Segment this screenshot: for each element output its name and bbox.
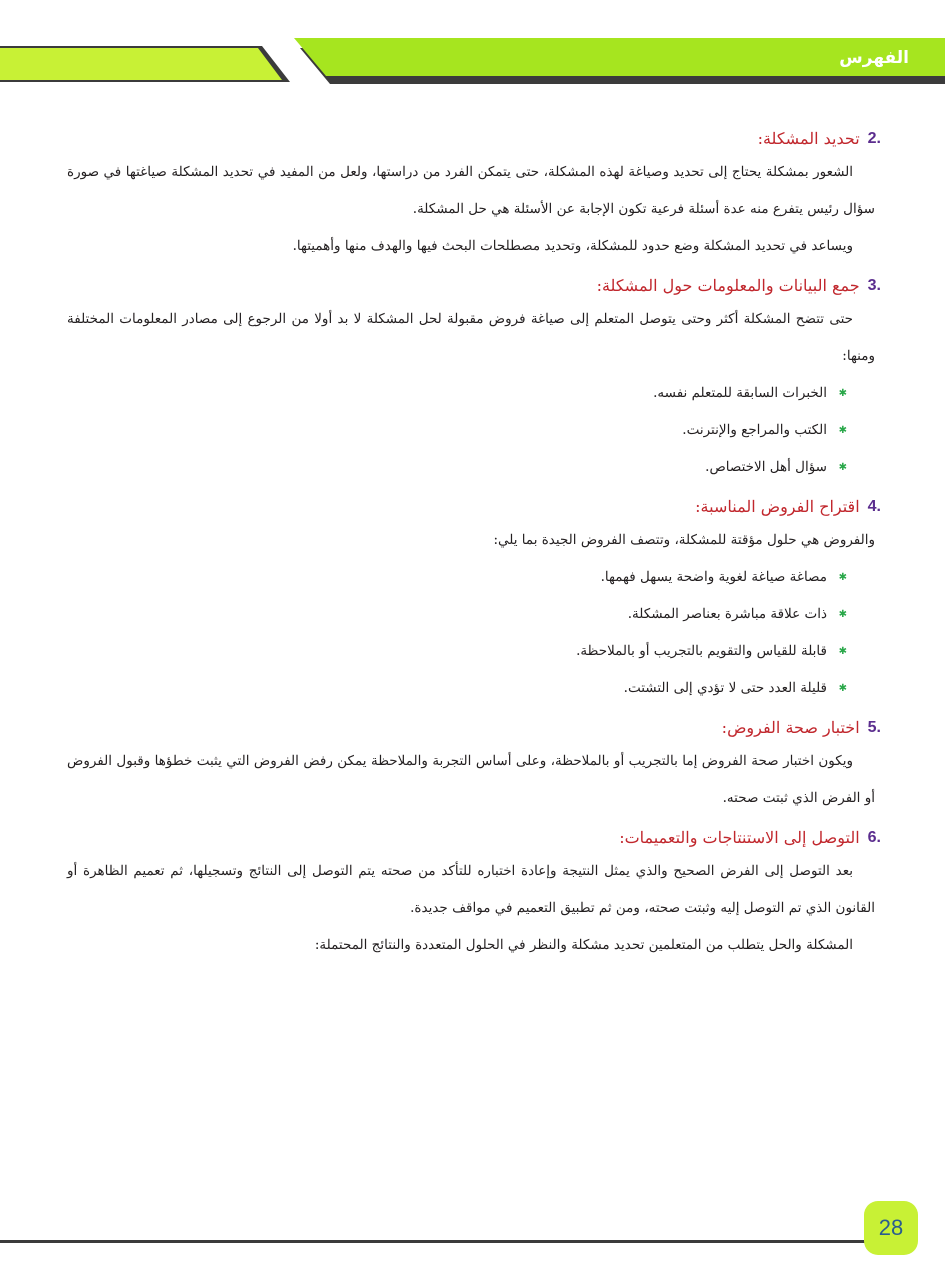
section-heading <box>67 823 881 853</box>
page-content <box>67 118 881 964</box>
list-item-text: الخبرات السابقة للمتعلم نفسه. <box>653 385 827 401</box>
section-title: تحديد المشكلة: <box>757 129 860 148</box>
header-shapes <box>0 38 945 88</box>
list-item <box>67 670 847 707</box>
section-title: اقتراح الفروض المناسبة: <box>695 497 860 516</box>
section-4 <box>67 492 881 707</box>
star-bullet-icon: ✱ <box>838 387 847 399</box>
footer-rule <box>0 1240 870 1243</box>
list-item <box>67 375 847 412</box>
left-tab-fill <box>0 48 282 80</box>
list-item <box>67 449 847 486</box>
section-number: .3 <box>867 277 881 294</box>
section-5 <box>67 713 881 817</box>
header-banner <box>0 38 945 88</box>
list-item-text: سؤال أهل الاختصاص. <box>705 459 827 475</box>
star-bullet-icon: ✱ <box>838 571 847 583</box>
section-heading <box>67 713 881 743</box>
section-2 <box>67 124 881 265</box>
section-number: .4 <box>867 498 881 515</box>
list-item-text: قابلة للقياس والتقويم بالتجريب أو بالملاحظة. <box>576 643 827 659</box>
bullet-list <box>67 375 875 486</box>
paragraph: ويساعد في تحديد المشكلة وضع حدود للمشكلة، وتحديد مصطلحات البحث فيها والهدف منها وأهميتها. <box>292 238 853 254</box>
paragraph: ويكون اختبار صحة الفروض إما بالتجريب أو بالملاحظة، وعلى أساس التجربة والملاحظة يمكن رفض الفروض التي يثبت خطؤها وقبول الفروض أو الفرض الذي ثبتت صحته. <box>67 753 875 806</box>
list-item-text: قليلة العدد حتى لا تؤدي إلى التشتت. <box>623 680 827 696</box>
paragraph: بعد التوصل إلى الفرض الصحيح والذي يمثل النتيجة وإعادة اختباره للتأكد من صحته يتم التوصل إلى النتائج وتسجيلها، ثم تعميم الظاهرة أو القانون الذي تم التوصل إليه وثبتت صحته، ومن ثم تطبيق التعميم في مواقف جديدة. <box>67 863 875 916</box>
star-bullet-icon: ✱ <box>838 645 847 657</box>
list-item <box>67 633 847 670</box>
star-bullet-icon: ✱ <box>838 682 847 694</box>
list-item-text: مصاغة صياغة لغوية واضحة يسهل فهمها. <box>600 569 827 585</box>
section-number: .2 <box>867 130 881 147</box>
list-item <box>67 559 847 596</box>
paragraph: المشكلة والحل يتطلب من المتعلمين تحديد مشكلة والنظر في الحلول المتعددة والنتائج المحتملة: <box>314 937 853 953</box>
section-title: اختبار صحة الفروض: <box>721 718 860 737</box>
page-number: 28 <box>878 1215 904 1240</box>
bullet-list <box>67 559 875 707</box>
section-3 <box>67 271 881 486</box>
paragraph: والفروض هي حلول مؤقتة للمشكلة، وتتصف الفروض الجيدة بما يلي: <box>493 532 875 548</box>
star-bullet-icon: ✱ <box>838 461 847 473</box>
header-title: الفهرس <box>839 48 909 68</box>
paragraph: الشعور بمشكلة يحتاج إلى تحديد وصياغة لهذه المشكلة، حتى يتمكن الفرد من دراستها، ولعل من المفيد في تحديد المشكلة صياغتها في صورة سؤال رئيس يتفرع منه عدة أسئلة فرعية تكون الإجابة عن الأسئلة هي حل المشكلة. <box>67 164 875 217</box>
list-item-text: ذات علاقة مباشرة بعناصر المشكلة. <box>627 606 827 622</box>
list-item <box>67 596 847 633</box>
section-number: .5 <box>867 719 881 736</box>
star-bullet-icon: ✱ <box>838 608 847 620</box>
section-heading <box>67 271 881 301</box>
section-title: جمع البيانات والمعلومات حول المشكلة: <box>596 276 860 295</box>
section-heading <box>67 124 881 154</box>
section-6 <box>67 823 881 964</box>
section-number: .6 <box>867 829 881 846</box>
section-title: التوصل إلى الاستنتاجات والتعميمات: <box>619 828 860 847</box>
list-item-text: الكتب والمراجع والإنترنت. <box>682 422 827 438</box>
paragraph: حتى تتضح المشكلة أكثر وحتى يتوصل المتعلم إلى صياغة فروض مقبولة لحل المشكلة لا بد أولا من الرجوع إلى مصادر المعلومات المختلفة ومنها: <box>67 311 875 364</box>
section-heading <box>67 492 881 522</box>
star-bullet-icon: ✱ <box>838 424 847 436</box>
page-number-badge <box>864 1201 918 1255</box>
list-item <box>67 412 847 449</box>
